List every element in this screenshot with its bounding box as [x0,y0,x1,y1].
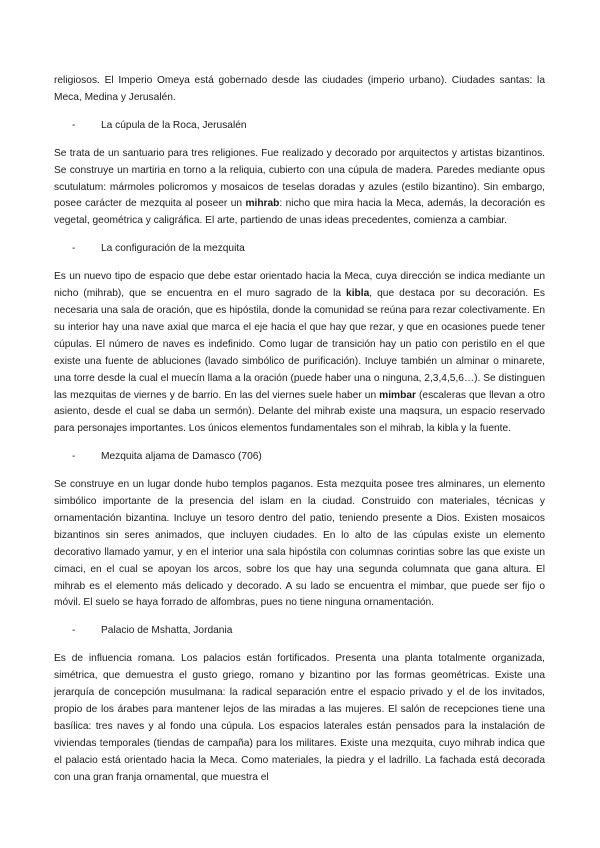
section-title: Palacio de Mshatta, Jordania [101,625,233,637]
paragraph-mshatta: Es de influencia romana. Los palacios están fortificados. Presenta una planta totalmente organizada, simétrica, que demuestra el gusto griego, romano y bizantino por las formas geométricas. Existe una jerarquía de concepción musulmana: la radical separación entre el espacio privado y el de los invitados, propio de los árabes para mantener lejos de las miradas a las mujeres. El salón de recepciones tiene una basílica: tres naves y al fondo una cúpula. Los espacios laterales están pensados para la instalación de viviendas temporales (tiendas de campaña) para los militares. Existe una mezquita, cuyo mihrab indica que el palacio está orientado hacia la Meca. Como materiales, la piedra y el ladrillo. La fachada está decorada con una gran franja ornamental, que muestra el [54,653,545,783]
section-title: La cúpula de la Roca, Jerusalén [101,119,247,131]
bullet-dash: - [72,451,76,463]
bullet-dash: - [72,243,76,255]
section-title: Mezquita aljama de Damasco (706) [101,451,262,463]
text-run: (escaleras que llevan a otro asiento, desde el cual se daba un sermón). Delante del mihrab existe una maqsura, un espacio reservado para personajes importantes. Los únicos elementos fundamentales son el mihrab, la kibla y la fuente. [54,389,545,435]
section-heading-mshatta [54,623,545,640]
section-heading-damasco [54,449,545,466]
bold-term: mimbar [379,389,416,401]
bold-term: kibla [346,288,370,300]
text-run: Se trata de un santuario para tres religiones. Fue realizado y decorado por arquitectos y artistas bizantinos. Se construye un martiria en torno a la reliquia, cubierto con una cúpula de madera. Paredes mediante opus scutulatum: mármoles policromos y mosaicos de teselas doradas y azules (estilo bizantino). Sin embargo, posee carácter de mezquita al poseer un [54,147,545,210]
intro-paragraph: religiosos. El Imperio Omeya está gobernado desde las ciudades (imperio urbano). Ciudades santas: la Meca, Medina y Jerusalén. [54,75,545,103]
paragraph-mezquita [54,269,545,438]
paragraph-cupula [54,146,545,231]
bold-term: mihrab [245,198,280,210]
text-run: Es un nuevo tipo de espacio que debe estar orientado hacia la Meca, cuya dirección se indica mediante un nicho (mihrab), que se encuentra en el muro sagrado de la [54,271,545,300]
section-heading-mezquita [54,241,545,258]
bullet-dash: - [72,119,76,131]
paragraph-damasco: Se construye en un lugar donde hubo templos paganos. Esta mezquita posee tres alminares, un elemento simbólico importante de la presencia del islam en la ciudad. Construido con materiales, técnicas y ornamentación bizantina. Incluye un tesoro dentro del patio, teniendo presente a Dios. Existen mosaicos bizantinos sin seres animados, que incluyen ciudades. En lo alto de las cúpulas existe un elemento decorativo llamado yamur, y en el interior una sala hipóstila con columnas corintias sobre las que existe un cimaci, en el cual se apoyan los arcos, sobre los que hay una segunda columnata que gana altura. El mihrab es el elemento más delicado y decorado. A su lado se encuentra el mimbar, que puede ser fijo o móvil. El suelo se haya forrado de alfombras, pues no tiene ninguna ornamentación. [54,479,545,609]
text-run: : nicho que mira hacia la Meca, además, la decoración es vegetal, geométrica y caligráfica. El arte, partiendo de unas ideas precedentes, comienza a cambiar. [54,198,546,227]
bullet-dash: - [72,625,76,637]
section-title: La configuración de la mezquita [101,243,245,255]
text-run: , que destaca por su decoración. Es necesaria una sala de oración, que es hipóstila, donde la comunidad se reúna para rezar colectivamente. En su interior hay una nave axial que marca el eje hacia el que hay que rezar, y que en ocasiones puede tener cúpulas. El número de naves es indefinido. Como lugar de transición hay un patio con peristilo en el que existe una fuente de abluciones (lavado simbólico de purificación). Incluye también un alminar o minarete, una torre desde la cual el muecín llama a la oración (puede haber una o ninguna, 2,3,4,5,6…). Se distinguen las mezquitas de viernes y de barrio. En las del viernes suele haber un [54,288,545,401]
section-heading-cupula [54,118,545,135]
document-body [54,73,545,787]
